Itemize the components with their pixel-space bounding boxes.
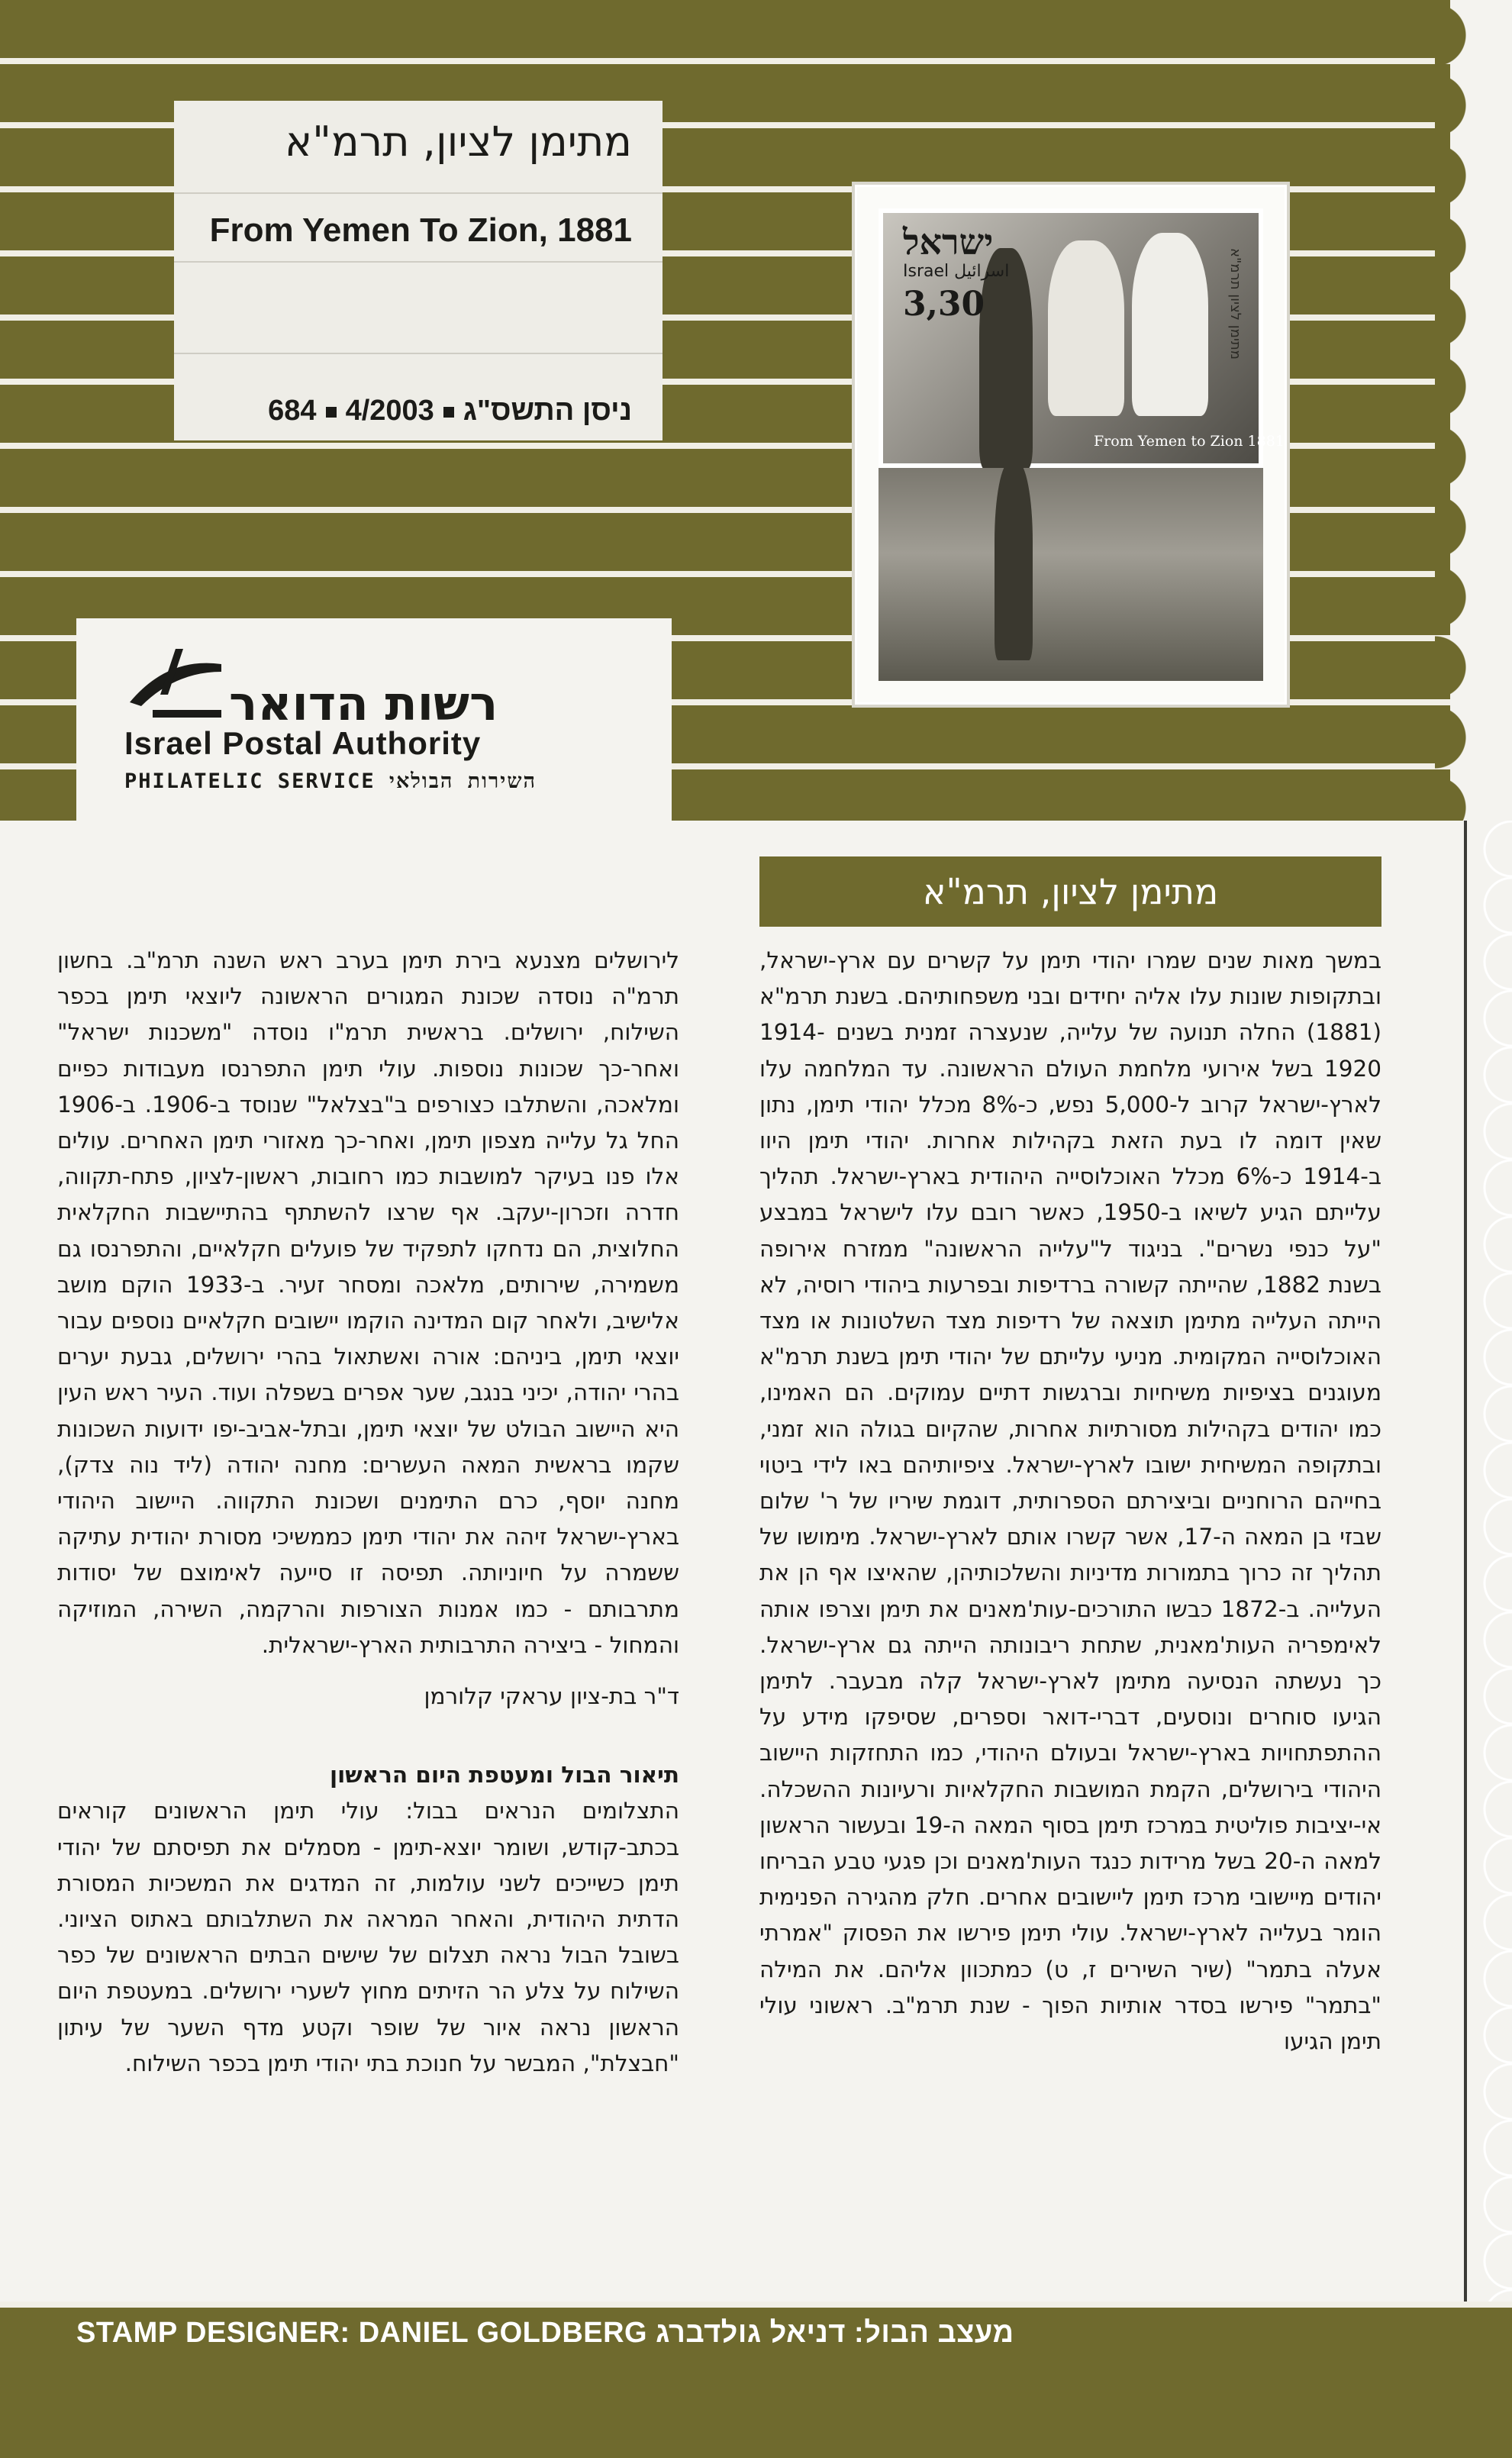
stamp-figure-guard-legs: [995, 462, 1033, 660]
perforated-edge: [1450, 821, 1512, 2302]
bullet-icon: [326, 407, 337, 418]
divider: [174, 353, 663, 354]
stamp-designer-credit: STAMP DESIGNER: DANIEL GOLDBERG מעצב הבול: דניאל גולדברג: [76, 2317, 1014, 2349]
stamp-value: 3,30: [903, 285, 985, 324]
stamp-side-text: מתימן לציון תרמ"א: [1227, 248, 1243, 360]
stamp-image: [855, 185, 1287, 705]
scalloped-edge: [1435, 0, 1512, 821]
page-title-hebrew: מתימן לציון, תרמ"א: [285, 118, 632, 166]
stamp-landscape: [879, 468, 1263, 681]
logo-hebrew: רשות הדואר: [229, 676, 498, 731]
divider: [0, 58, 1450, 64]
author-signature: ד"ר בת-ציון עראקי קלורמן: [424, 1683, 679, 1710]
logo-english: Israel Postal Authority: [124, 725, 482, 761]
issue-date-hebrew: ניסן התשס"ג: [463, 395, 632, 427]
issue-date: 4/2003: [345, 395, 434, 427]
section-title: מתימן לציון, תרמ"א: [759, 856, 1381, 927]
page-title-english: From Yemen To Zion, 1881: [209, 211, 632, 249]
paragraph: במשך מאות שנים שמרו יהודי תימן על קשרים עם ארץ-ישראל, ובתקופות שונות עלו אליה יחידים ובני משפחותיהם. בשנת תרמ"א (1881) החלה תנועה של עלייה, שנעצרה זמנית בשנים 1914-1920 בשל אירועי מלחמת העולם הראשונה. עד המלחמה עלו לארץ-ישראל קרוב ל-5,000 נפש, כ-8% מכלל יהודי תימן, נתון שאין דומה לו בעת הזאת בקהילות אחרות. יהודי תימן היוו ב-1914 כ-6% מכלל האוכלוסייה היהודית בארץ-ישראל. תהליך עלייתם הגיע לשיאו ב-1950, כאשר רובם עלו לישראל במבצע "על כנפי נשרים". בניגוד ל"עלייה הראשונה" ממזרח אירופה בשנת 1882, שהייתה קשורה ברדיפות ובפרעות ביהודי רוסיה, לא הייתה העלייה מתימן תוצאה של רדיפות מצד השלטונות או מצד האוכלוסייה המקומית. מניעי עלייתם של יהודי תימן בשנת תרמ"א מעוגנים בציפיות משיחיות וברגשות דתיים עמוקים. הם האמינו, כמו יהודים בקהילות מסורתיות אחרות, שהקיום בגולה הוא זמני, ובתקופה המשיחית ישובו לארץ-ישראל. ציפיותיהם באו לידי ביטוי בחייהם הרוחניים וביצירתם הספרותית, דוגמת שיריו של ר' שלום שבזי בן המאה ה-17, אשר קשרו אותם לארץ-ישראל. מימושו של תהליך זה כרוך בתמורות מדיניות והשלכותיהן, שהאיצו אף הן את העלייה. ב-1872 כבשו התורכים-עות'מאנים את תימן וצרפו אותה לאימפריה העות'מאנית, שתחת ריבונותה הייתה גם ארץ-ישראל. כך נעשתה הנסיעה מתימן לארץ-ישראל קלה מבעבר. לתימן הגיעו סוחרים ונוסעים, דברי-דואר וספרים, שסיפקו מידע על ההתפתחויות בארץ-ישראל ובעולם היהודי, כמו התחזקות היישוב היהודי בירושלים, הקמת המושבות החקלאיות ורעיונות ההשכלה. אי-יציבות פוליטית במרכז תימן בסוף המאה ה-19 ובעשור הראשון למאה ה-20 בשל מרידות כנגד העות'מאנים וכן פגעי טבע הבריחו יהודים מיישובי מרכז תימן ליישובים אחרים. חלק מהגירה הפנימית הומר בעלייה לארץ-ישראל. עולי תימן פירשו את הפסוק "אמרתי אעלה בתמר" (שיר השירים ז, ט) כמתכוון אליהם. את המילה "בתמר" פירשו בסדר אותיות הפוך - שנת תרמ"ב. ראשוני עולי תימן הגיעו: [759, 947, 1381, 2055]
stamp-description-heading: תיאור הבול ומעטפת היום הראשון: [330, 1762, 679, 1789]
stamp-figure-reader: [1048, 240, 1124, 416]
article-column-right: [759, 943, 1381, 2060]
title-card: [174, 101, 663, 440]
article-column-left: [57, 943, 679, 2082]
stamp-caption: From Yemen to Zion 1881: [1094, 433, 1285, 450]
paragraph: התצלומים הנראים בבול: עולי תימן הראשונים קוראים בכתב-קודש, ושומר יוצא-תימן - מסמלים את תפיסתם של יהודי תימן כשייכים לשני עולמות, זה המדגים את המשכיות המסורת הדתית היהודית, והאחר המראה את השתלבותם באתוס הציוני. בשובל הבול נראה תצלום של שישים הבתים הראשונים של כפר השילוח על צלע הר הזיתים מחוץ לשערי ירושלים. במעטפת היום הראשון נראה איור של שופר וקטע מדף השער של עיתון "חבצלת", המבשר על חנוכת בתי יהודי תימן בכפר השילוח.: [57, 1798, 679, 2076]
stamp-country: ישראל: [903, 221, 994, 263]
stamp-figure-reader: [1132, 233, 1208, 416]
issue-number: 684: [268, 395, 317, 427]
bullet-icon: [443, 407, 454, 418]
postal-horn-logo-icon: [122, 641, 229, 725]
paragraph: לירושלים מצנעא בירת תימן בערב ראש השנה תרמ"ב. בחשון תרמ"ה נוסדה שכונת המגורים הראשונה ליוצאי תימן בכפר השילוח, ירושלים. בראשית תרמ"ו נוסדה "משכנות ישראל" ואחר-כך שכונות נוספות. עולי תימן התפרנסו מעבודות כפיים ומלאכה, והשתלבו כצורפים ב"בצלאל" שנוסד ב-1906. ב-1906 החל גל עלייה מצפון תימן, ואחר-כך מאזורי תימן האחרים. עולים אלו פנו בעיקר למושבות כמו רחובות, ראשון-לציון, פתח-תקווה, חדרה וזכרון-יעקב. אף שרצו להשתתף בהתיישבות החקלאית החלוצית, הם נדחקו לתפקיד של פועלים חקלאיים, והתפרנסו גם משמירה, שירותים, מלאכה ומסחר זעיר. ב-1933 הוקם מושב אלישיב, ולאחר קום המדינה הוקמו יישובים חקלאיים נוספים עבור יוצאי תימן, ביניהם: אורה ואשתאול בהרי ירושלים, גבעת יערים בהרי יהודה, יכיני בנגב, שער אפרים בשפלה ועוד. העיר ראש העין היא היישוב הבולט של יוצאי תימן, ובתל-אביב-יפו ידועות השכונות שקמו בראשית המאה העשרים: מחנה יהודה (ליד נוה צדק), מחנה יוסף, כרם התימנים ושכונת התקווה. היישוב היהודי בארץ-ישראל זיהה את יהודי תימן כממשיכי מסורת יהודית עתיקה ששמרה על חיוניותה. תפיסה זו סייעה לאימוצם של יסודות מתרבותם - כמו אמנות הצורפות והרקמה, השירה, המוזיקה והמחול - ביצירה התרבותית הארץ-ישראלית.: [57, 947, 679, 1658]
divider: [174, 192, 663, 194]
logo-service: PHILATELIC SERVICE השירות הבולאי: [124, 769, 537, 793]
issue-line: [174, 395, 632, 427]
stamp-figure-guard: [979, 248, 1033, 469]
divider: [174, 261, 663, 263]
divider: [1464, 821, 1467, 2302]
divider: [0, 2302, 1512, 2308]
stamp-country-small: Israel اسرائيل: [903, 262, 1010, 281]
